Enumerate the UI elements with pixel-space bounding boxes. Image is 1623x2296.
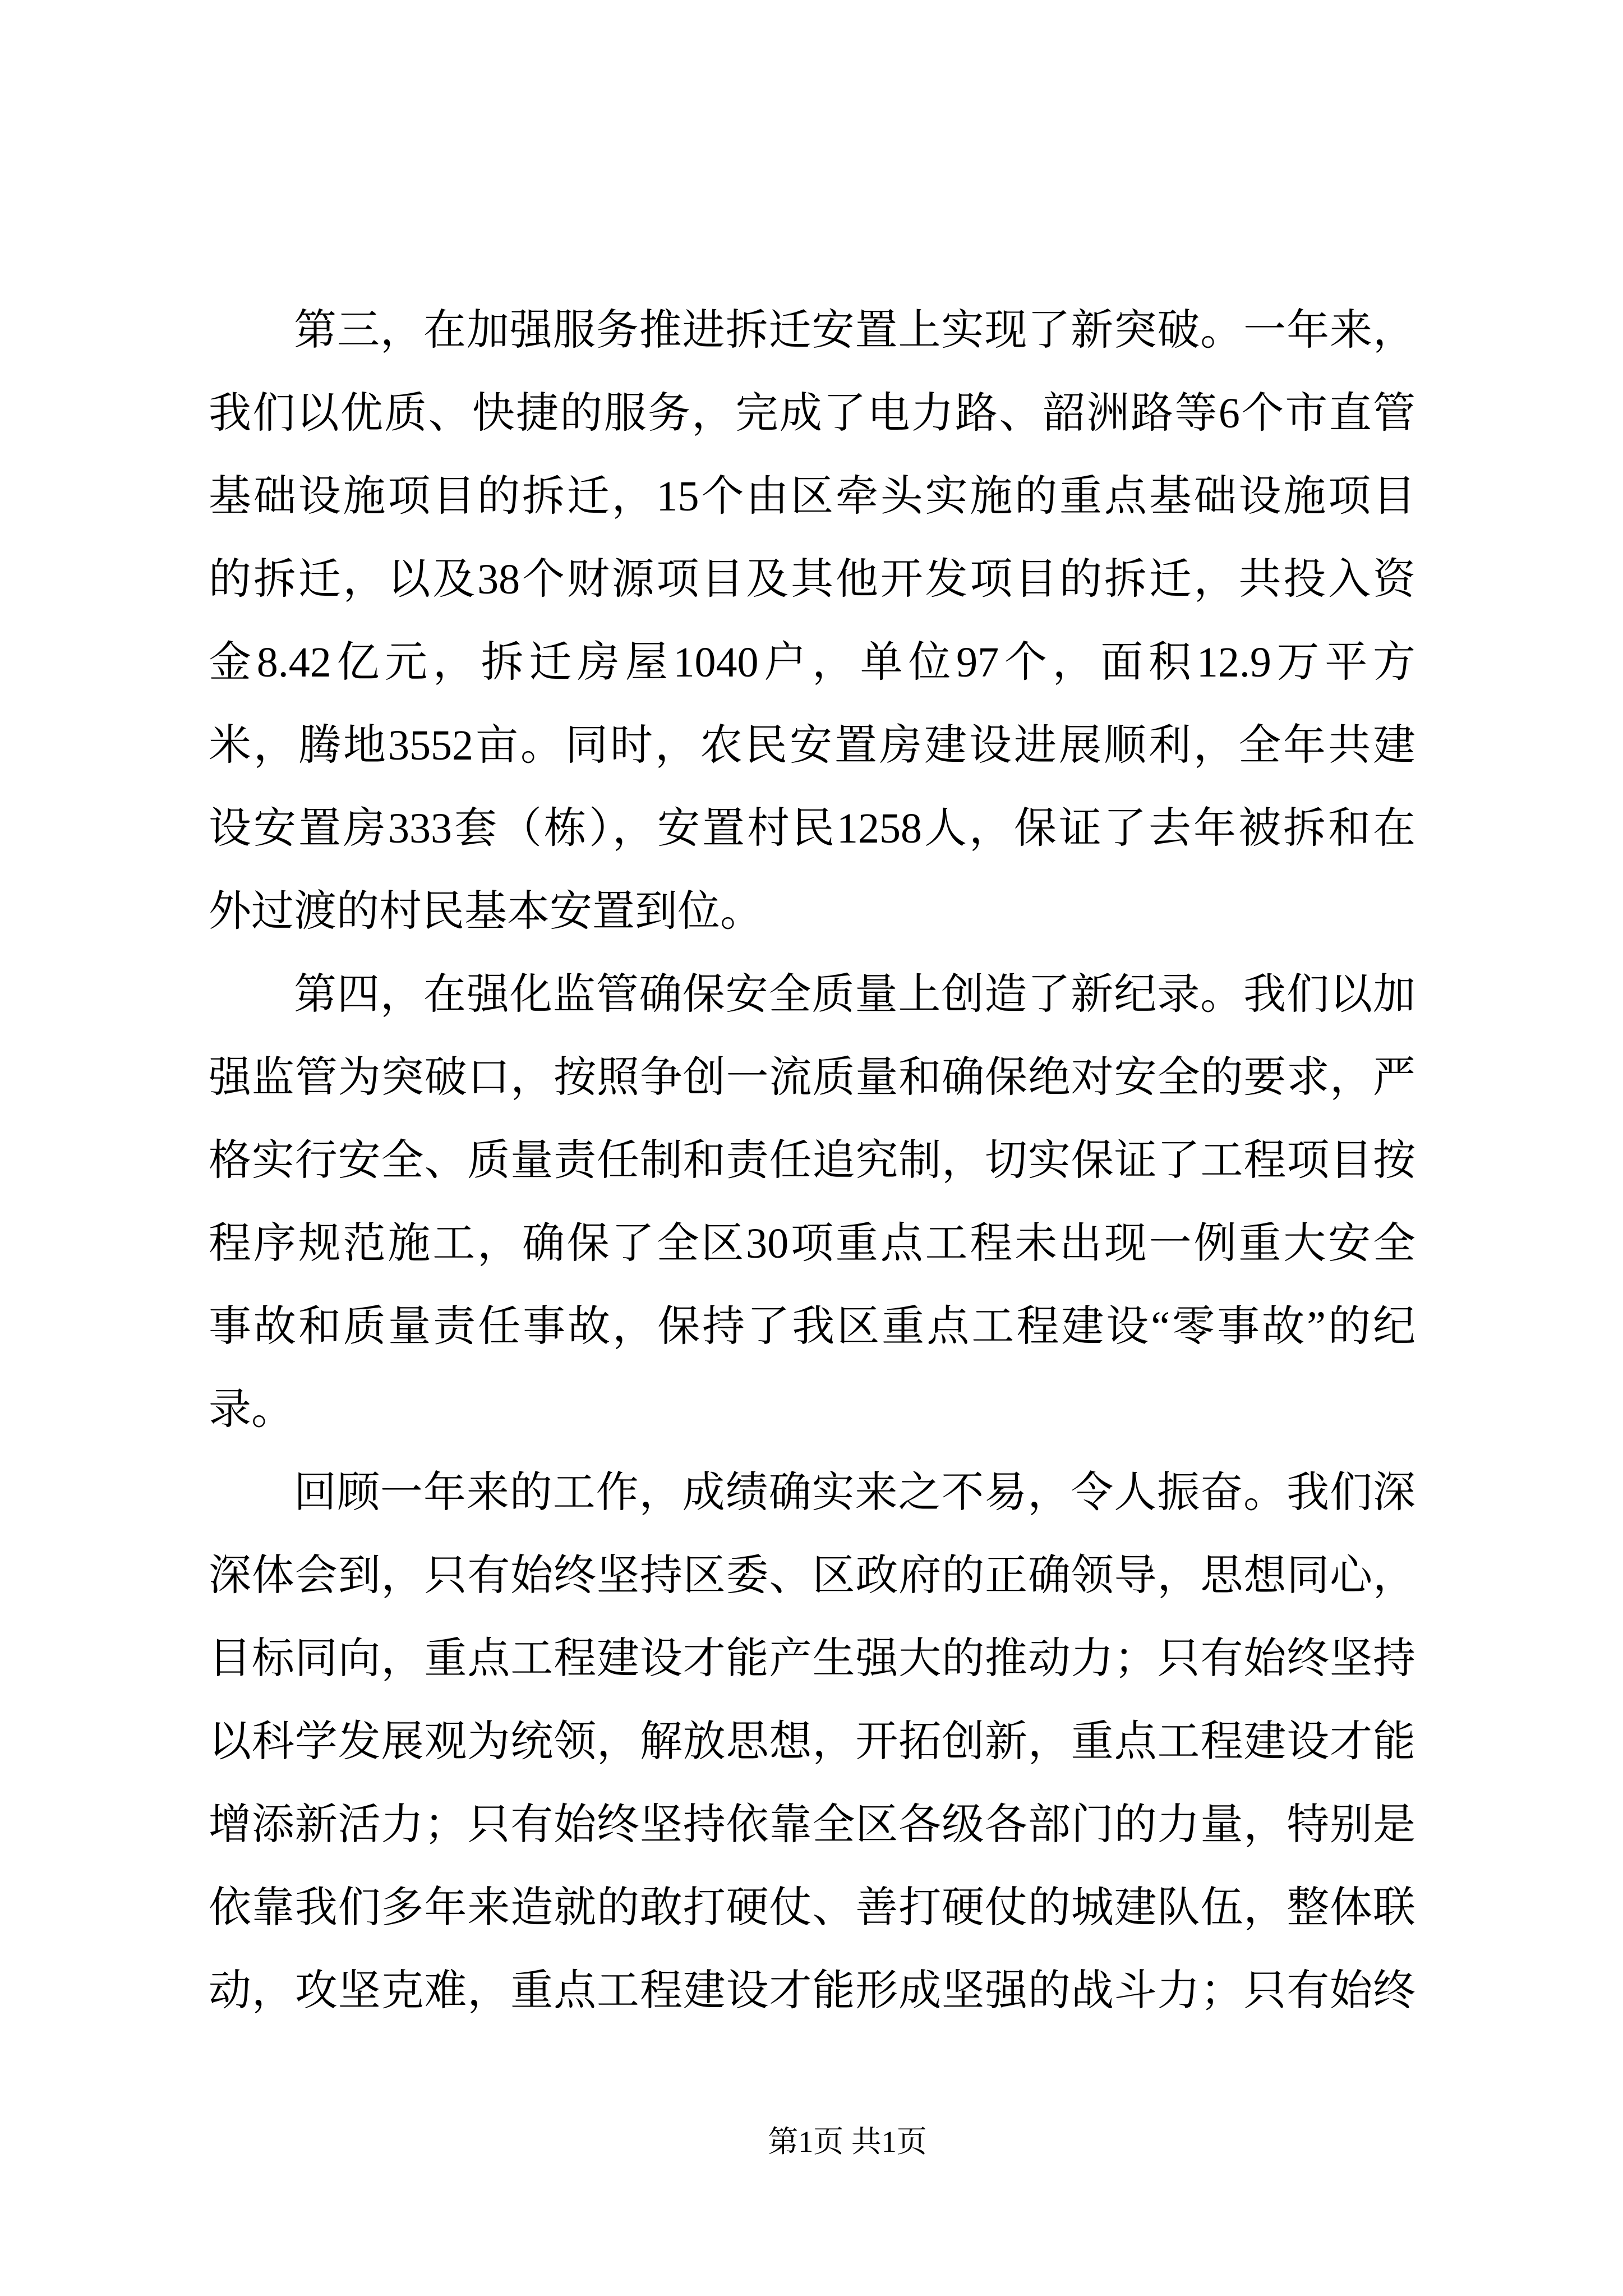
text-line: 外过渡的村民基本安置到位。 xyxy=(209,888,763,935)
text-line: 回顾一年来的工作，成绩确实来之不易，令人振奋。我们深 xyxy=(294,1469,1415,1516)
text-line: 程序规范施工，确保了全区30项重点工程未出现一例重大安全 xyxy=(209,1220,1415,1267)
text-line: 金8.42亿元，拆迁房屋1040户，单位97个，面积12.9万平方 xyxy=(209,639,1415,686)
text-line: 以科学发展观为统领，解放思想，开拓创新，重点工程建设才能 xyxy=(209,1718,1415,1765)
text-line: 事故和质量责任事故，保持了我区重点工程建设“零事故”的纪 xyxy=(209,1303,1415,1350)
page-footer xyxy=(0,2119,1623,2164)
text-line: 第三，在加强服务推进拆迁安置上实现了新突破。一年来， xyxy=(294,307,1415,354)
text-line: 格实行安全、质量责任制和责任追究制，切实保证了工程项目按 xyxy=(209,1137,1415,1184)
text-line: 的拆迁，以及38个财源项目及其他开发项目的拆迁，共投入资 xyxy=(209,556,1415,603)
text-line: 增添新活力；只有始终坚持依靠全区各级各部门的力量，特别是 xyxy=(209,1801,1415,1848)
text-line: 强监管为突破口，按照争创一流质量和确保绝对安全的要求，严 xyxy=(209,1054,1415,1101)
text-line: 设安置房333套（栋），安置村民1258人，保证了去年被拆和在 xyxy=(209,805,1415,852)
text-line: 依靠我们多年来造就的敢打硬仗、善打硬仗的城建队伍，整体联 xyxy=(209,1884,1415,1931)
text-line: 深体会到，只有始终坚持区委、区政府的正确领导，思想同心， xyxy=(209,1552,1415,1599)
text-line: 动，攻坚克难，重点工程建设才能形成坚强的战斗力；只有始终 xyxy=(209,1967,1415,2014)
text-line: 基础设施项目的拆迁，15个由区牵头实施的重点基础设施项目 xyxy=(209,473,1415,520)
text-line: 录。 xyxy=(209,1386,294,1433)
text-line: 我们以优质、快捷的服务，完成了电力路、韶洲路等6个市直管 xyxy=(209,390,1415,437)
text-line: 第四，在强化监管确保安全质量上创造了新纪录。我们以加 xyxy=(294,971,1415,1018)
text-line: 目标同向，重点工程建设才能产生强大的推动力；只有始终坚持 xyxy=(209,1635,1415,1682)
text-line: 米，腾地3552亩。同时，农民安置房建设进展顺利，全年共建 xyxy=(209,722,1415,769)
document-body xyxy=(209,289,1415,2032)
page-number-label: 第1页 共1页 xyxy=(768,2125,927,2159)
